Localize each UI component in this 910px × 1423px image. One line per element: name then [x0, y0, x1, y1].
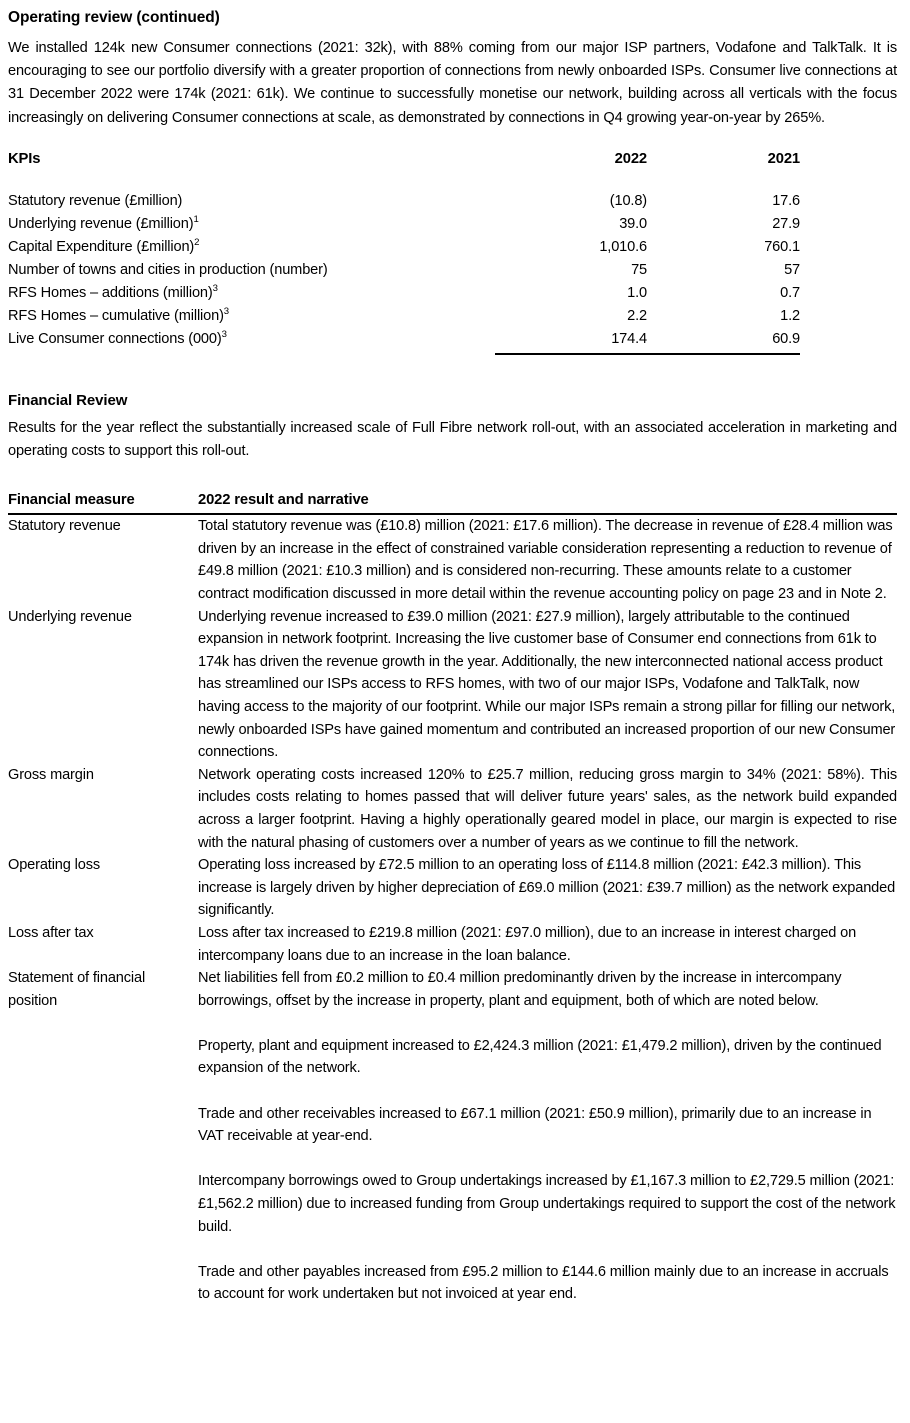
financial-measure-name: [8, 514, 198, 605]
kpi-value-2022: 1,010.6: [599, 238, 647, 255]
financial-measure-name-text: Statement of financial position: [8, 970, 146, 1009]
operating-review-intro-paragraph: We installed 124k new Consumer connections (2021: 32k), with 88% coming from our major ISP partners, Vodafone and TalkTalk. It is encouraging to see our portfolio diversify with a greater proportion of connections from newly onboarded ISPs. Consumer live connections at 31 December 2022 were 174k (2021: 61k). We continue to successfully monetise our network, building across all verticals with the focus increasingly on delivering Consumer connections at scale, as demonstrated by connections in Q4 growing year-on-year by 265%.: [8, 40, 897, 126]
financial-review-heading: Financial Review: [8, 391, 128, 409]
narrative-paragraph: Net liabilities fell from £0.2 million to £0.4 million predominantly driven by the increase in intercompany borrowings, offset by the increase in property, plant and equipment, both of which are noted below.: [198, 970, 842, 1009]
narrative-paragraph: Intercompany borrowings owed to Group undertakings increased by £1,167.3 million to £2,729.5 million (2021: £1,562.2 million) due to increased funding from Group undertakings required to support the cost of the network build.: [198, 1173, 896, 1235]
narrative-paragraph: Total statutory revenue was (£10.8) million (2021: £17.6 million). The decrease in revenue of £28.4 million was driven by an increase in the effect of constrained variable consideration representing a reduction to revenue of £49.8 million (2021: £10.3 million) and is considered non-recurring. These amounts relate to a customer contract modification discussed in more detail within the revenue accounting policy on page 23 and in Note 2.: [198, 518, 893, 602]
financial-measure-name: [8, 854, 198, 922]
kpi-footnote-marker: 1: [193, 213, 199, 225]
financial-measure-name: [8, 922, 198, 967]
financial-measure-name-text: Statutory revenue: [8, 518, 121, 535]
kpi-header-spacer-row: [8, 171, 800, 190]
kpi-value-2022: 174.4: [611, 330, 647, 347]
narrative-paragraph: Trade and other receivables increased to £67.1 million (2021: £50.9 million), primarily due to an increase in VAT receivable at year-end.: [198, 1105, 872, 1145]
kpi-row-label: RFS Homes – additions (million)$^3$: [8, 282, 218, 301]
financial-measure-table-head: [8, 490, 897, 514]
kpi-row-label: Number of towns and cities in production (number): [8, 261, 328, 278]
financial-measure-narrative: [198, 606, 897, 764]
kpi-value-2022: 75: [631, 261, 647, 278]
kpi-table-head: [8, 148, 800, 190]
financial-review-intro-paragraph: Results for the year reflect the substantially increased scale of Full Fibre network roll-out, with an associated acceleration in marketing and operating costs to support this roll-out.: [8, 419, 897, 460]
financial-measure-row: [8, 606, 897, 764]
kpi-row-label: Underlying revenue (£million)$^1$: [8, 213, 199, 232]
kpi-header-label: KPIs: [8, 150, 41, 167]
kpi-header-2021: 2021: [767, 150, 800, 167]
financial-measure-narrative: [198, 764, 897, 854]
kpi-value-2021: 17.6: [772, 192, 800, 209]
kpi-row-label: Statutory revenue (£million): [8, 192, 183, 209]
kpi-table-bottom-rule: [495, 353, 800, 355]
financial-measure-row: [8, 922, 897, 967]
kpi-value-2022: (10.8): [609, 192, 647, 209]
kpi-table-row: [8, 236, 800, 259]
kpi-header-row: [8, 148, 800, 171]
kpi-footnote-marker: 3: [212, 282, 218, 294]
kpi-value-2021: 57: [784, 261, 800, 278]
kpi-table-body: [8, 190, 800, 351]
kpi-table-row: [8, 305, 800, 328]
financial-measure-narrative: [198, 514, 897, 605]
narrative-paragraph: Operating loss increased by £72.5 million to an operating loss of £114.8 million (2021: £42.3 million). This increase is largely driven by higher depreciation of £69.0 million (2021: £39.7 million) as the network expanded significantly.: [198, 857, 896, 919]
kpi-value-2022: 39.0: [619, 215, 647, 232]
financial-measure-narrative: [198, 922, 897, 967]
kpi-footnote-marker: 2: [194, 236, 200, 248]
kpi-value-2021: 0.7: [780, 284, 800, 301]
financial-measure-name: [8, 967, 198, 1306]
page-title: Operating review (continued): [8, 9, 220, 26]
kpi-footnote-marker: 3: [223, 305, 229, 317]
narrative-paragraph: Trade and other payables increased from £95.2 million to £144.6 million mainly due to an increase in accruals to account for work undertaken but not invoiced at year end.: [198, 1263, 889, 1303]
financial-measure-header-narrative: 2022 result and narrative: [198, 490, 897, 514]
kpi-header-2022: 2022: [614, 150, 647, 167]
kpi-value-2021: 760.1: [764, 238, 800, 255]
kpi-table: [8, 148, 800, 351]
financial-measure-name-text: Underlying revenue: [8, 608, 132, 625]
kpi-row-label: RFS Homes – cumulative (million)$^3$: [8, 305, 229, 324]
kpi-row-label: Live Consumer connections $(000)^3$: [8, 328, 227, 347]
kpi-table-row: [8, 213, 800, 236]
financial-measure-name-text: Operating loss: [8, 857, 100, 874]
financial-measure-name-text: Gross margin: [8, 766, 94, 783]
kpi-table-row: [8, 328, 800, 351]
financial-measure-table: [8, 490, 897, 1306]
financial-measure-header-measure: Financial measure: [8, 490, 198, 514]
kpi-value-2021: 27.9: [772, 215, 800, 232]
financial-measure-row: [8, 967, 897, 1306]
kpi-row-label: Capital Expenditure (£million)$^2$: [8, 236, 200, 255]
financial-measure-narrative: [198, 967, 897, 1306]
kpi-spacer-cell: [647, 171, 800, 190]
narrative-paragraph: Property, plant and equipment increased to £2,424.3 million (2021: £1,479.2 million), driven by the continued expansion of the network.: [198, 1037, 882, 1077]
kpi-spacer-cell: [495, 171, 647, 190]
kpi-table-wrapper: [8, 148, 897, 351]
financial-measure-name: [8, 606, 198, 764]
narrative-paragraph: Underlying revenue increased to £39.0 million (2021: £27.9 million), largely attributable to the continued expansion in network footprint. Increasing the live customer base of Consumer end connections from 61k to 174k has driven the revenue growth in the year. Additionally, the new interconnected national access product has streamlined our ISPs access to RFS homes, with two of our major ISPs, Vodafone and TalkTalk, now having access to the majority of our footprint. While our major ISPs remain a strong pillar for filling our network, newly onboarded ISPs have gained momentum and contributed an increased proportion of our new Consumer connections.: [198, 608, 896, 761]
kpi-value-2022: 1.0: [627, 284, 647, 301]
financial-measure-table-wrapper: [8, 490, 897, 1306]
kpi-footnote-marker: 3: [221, 328, 227, 340]
financial-measure-row: [8, 764, 897, 854]
kpi-table-row: [8, 282, 800, 305]
financial-measure-header-row: [8, 490, 897, 514]
kpi-spacer-cell: [8, 171, 495, 190]
financial-measure-name-text: Loss after tax: [8, 924, 94, 941]
financial-measure-name: [8, 764, 198, 854]
kpi-value-2021: 60.9: [772, 330, 800, 347]
kpi-table-row: [8, 259, 800, 282]
financial-measure-narrative: [198, 854, 897, 922]
narrative-paragraph: Network operating costs increased 120% to £25.7 million, reducing gross margin to 34% (2021: 58%). This includes costs relating to homes passed that will deliver future years' sales, as the network build expanded across a larger footprint. Having a highly operationally geared model in place, our margin is expected to rise with the natural phasing of customers over a number of years as we continue to fill the network.: [198, 766, 897, 851]
financial-measure-row: [8, 514, 897, 605]
narrative-paragraph: Loss after tax increased to £219.8 million (2021: £97.0 million), due to an increase in interest charged on intercompany loans due to an increase in the loan balance.: [198, 924, 857, 964]
financial-measure-table-body: [8, 514, 897, 1306]
kpi-value-2021: 1.2: [780, 307, 800, 324]
kpi-value-2022: 2.2: [627, 307, 647, 324]
kpi-table-row: [8, 190, 800, 213]
financial-measure-row: [8, 854, 897, 922]
